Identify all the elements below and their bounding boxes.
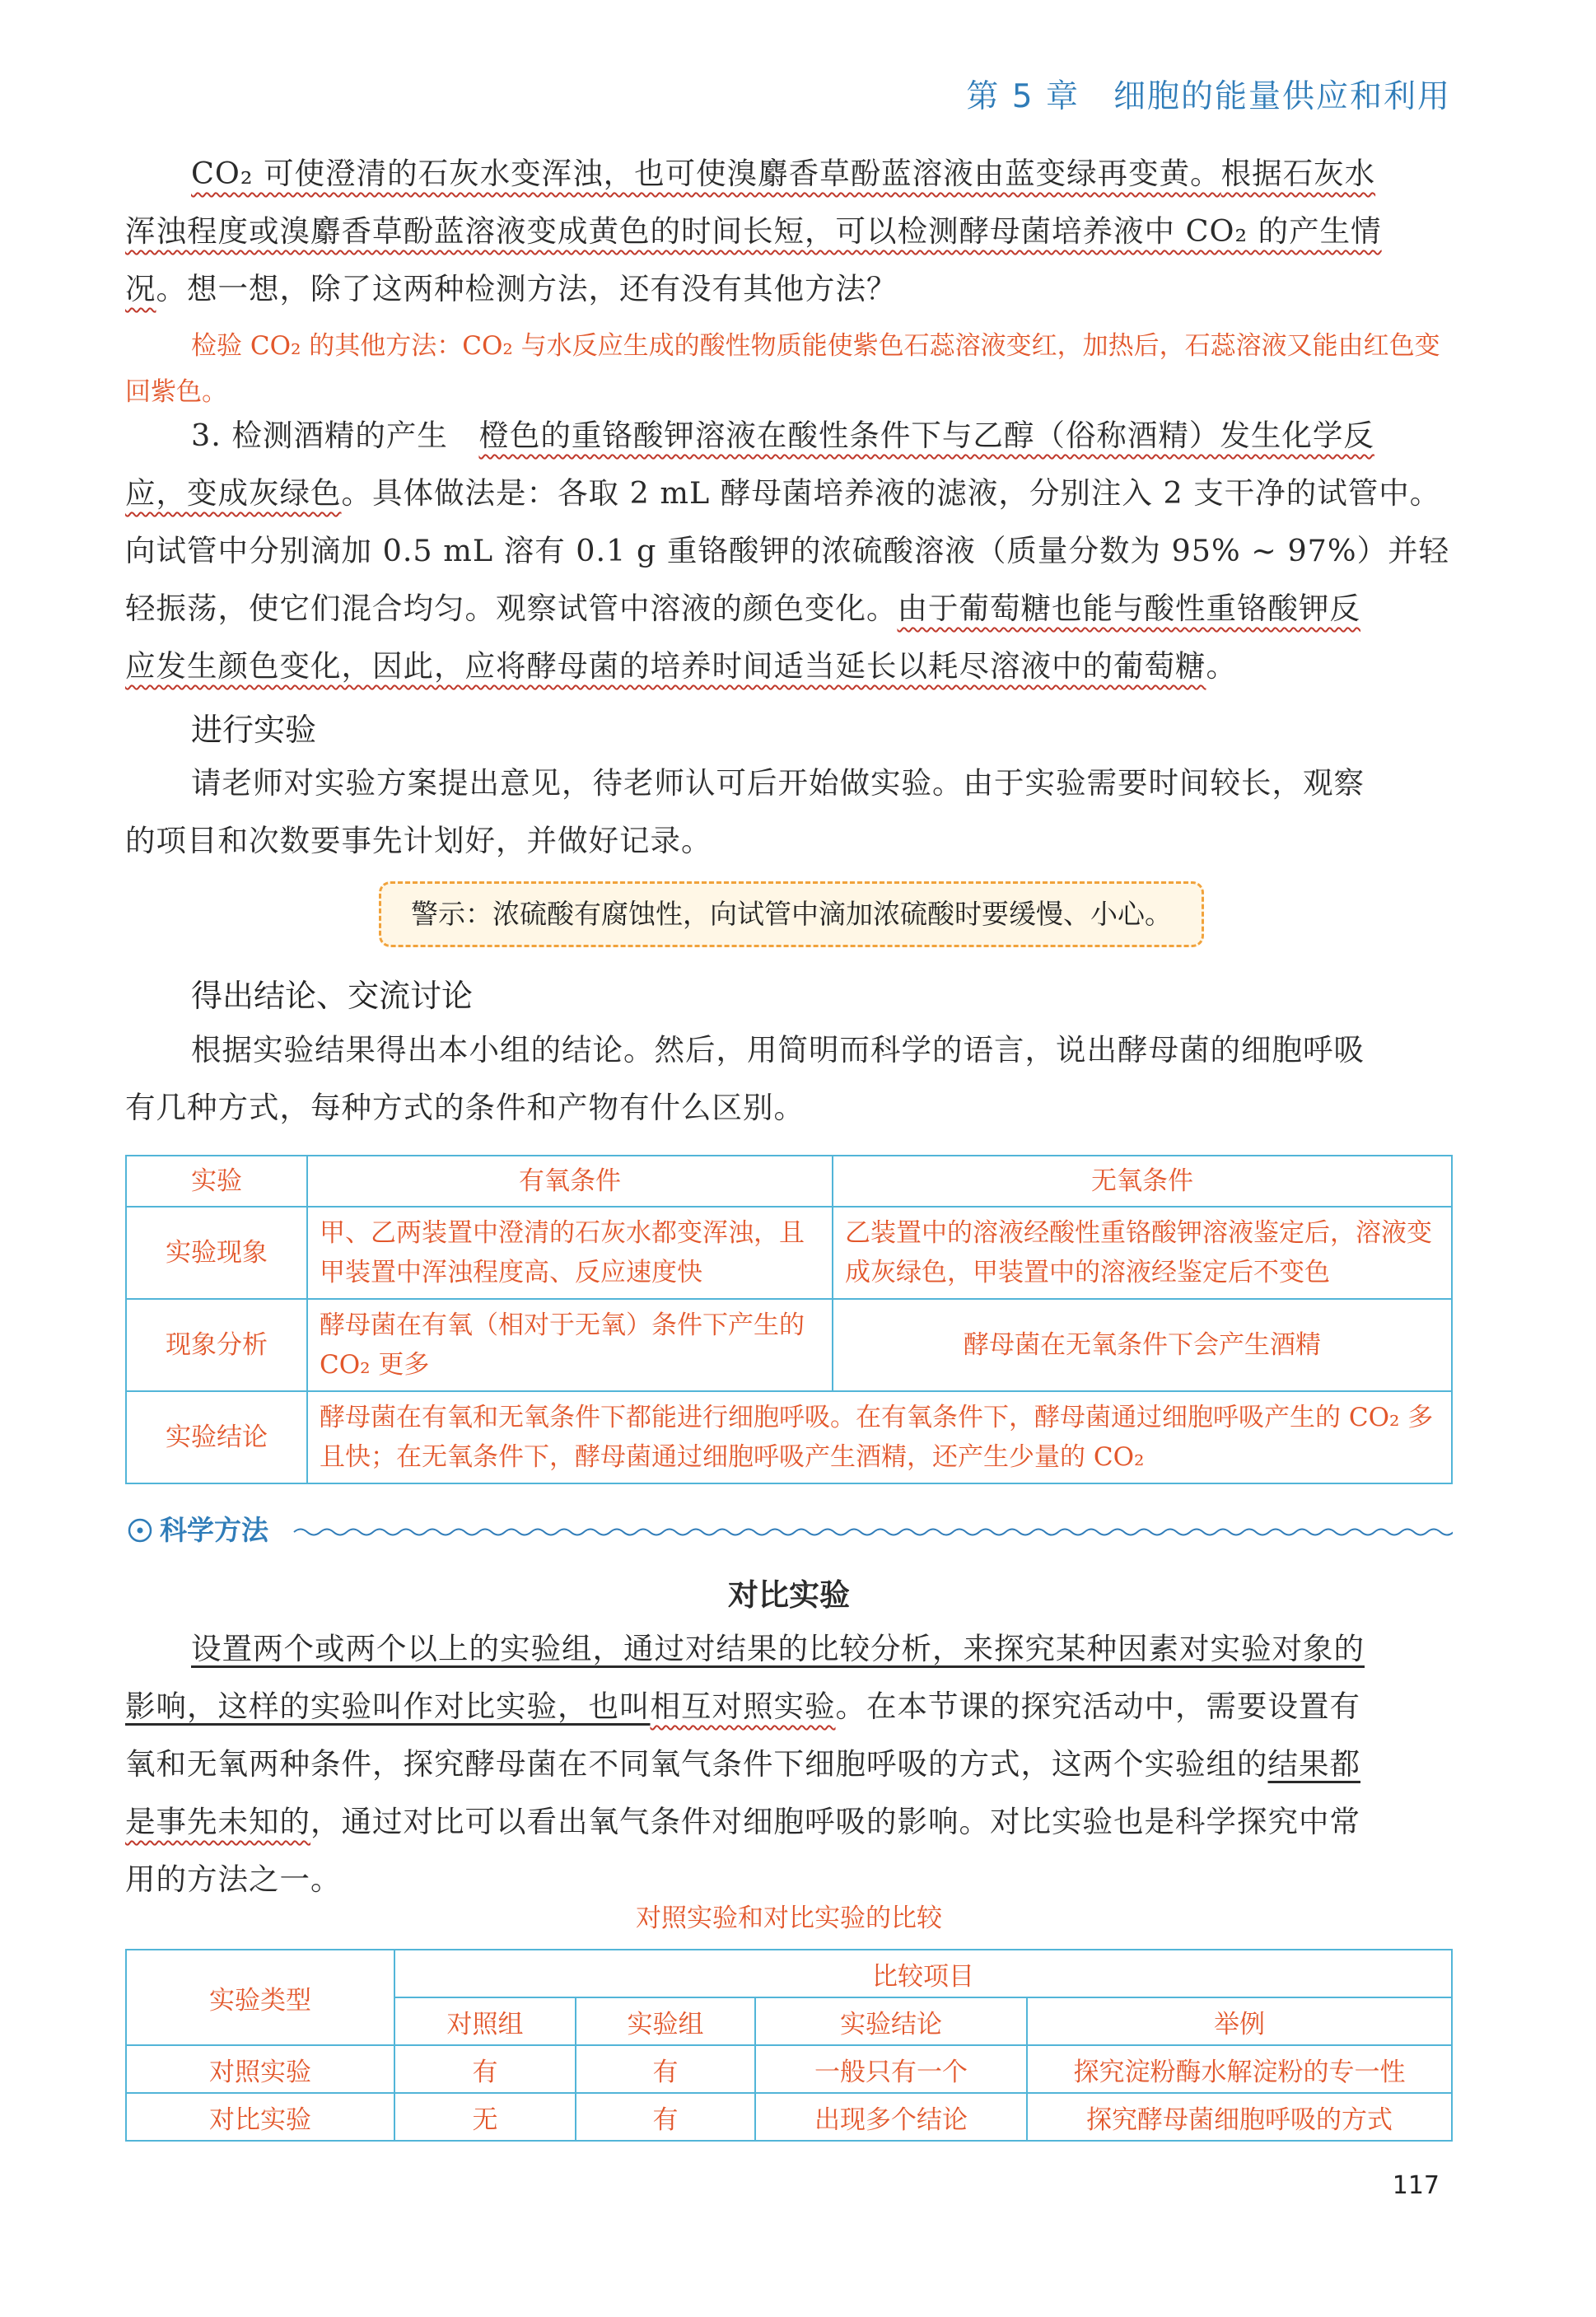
subheader-example: 举例	[1027, 1997, 1452, 2045]
cell: 无	[394, 2093, 576, 2141]
section-title-conduct: 进行实验	[191, 712, 317, 748]
cell: 探究酵母菌细胞呼吸的方式	[1027, 2093, 1452, 2141]
cell: 出现多个结论	[755, 2093, 1027, 2141]
row-type: 对比实验	[126, 2093, 394, 2141]
row-label: 现象分析	[126, 1299, 307, 1391]
answer-co2-method: 检验 CO₂ 的其他方法：CO₂ 与水反应生成的酸性物质能使紫色石蕊溶液变红，加热后，石蕊溶液又能由红色变回紫色。	[125, 331, 1440, 407]
cell: 一般只有一个	[755, 2045, 1027, 2093]
header-experiment: 实验	[126, 1156, 307, 1207]
table-row	[126, 1391, 1452, 1483]
cell-conclusion: 酵母菌在有氧和无氧条件下都能进行细胞呼吸。在有氧条件下，酵母菌通过细胞呼吸产生的 CO₂ 多且快；在无氧条件下，酵母菌通过细胞呼吸产生酒精，还产生少量的 CO₂	[307, 1391, 1452, 1483]
cell-aerobic: 甲、乙两装置中澄清的石灰水都变浑浊，且甲装置中浑浊程度高、反应速度快	[307, 1207, 833, 1299]
cell-aerobic: 酵母菌在有氧（相对于无氧）条件下产生的 CO₂ 更多	[307, 1299, 833, 1391]
cell-anaerobic: 酵母菌在无氧条件下会产生酒精	[833, 1299, 1452, 1391]
header-anaerobic: 无氧条件	[833, 1156, 1452, 1207]
science-method-decoration	[125, 1507, 1453, 1553]
wavy-divider	[294, 1530, 1453, 1535]
table-row	[126, 1299, 1452, 1391]
subheader-control: 对照组	[394, 1997, 576, 2045]
science-method-banner	[125, 1507, 1453, 1553]
section-title-conclusion: 得出结论、交流讨论	[191, 978, 474, 1014]
chapter-header: 第 5 章 细胞的能量供应和利用	[966, 78, 1451, 115]
row-label: 实验结论	[126, 1391, 307, 1483]
paragraph-co2-detection: CO₂ 可使澄清的石灰水变浑浊，也可使溴麝香草酚蓝溶液由蓝变绿再变黄。根据石灰水 浑浊程度或溴麝香草酚蓝溶液变成黄色的时间长短，可以检测酵母菌培养液中 CO₂ 的产生情 况。想一想，除了这两种检测方法，还有没有其他方法？	[125, 156, 1382, 306]
cell: 有	[394, 2045, 576, 2093]
results-table	[125, 1155, 1453, 1484]
header-group: 比较项目	[394, 1950, 1452, 1997]
paragraph-comparison-experiment: 设置两个或两个以上的实验组，通过对结果的比较分析，来探究某种因素对实验对象的 影响，这样的实验叫作对比实验，也叫相互对照实验。在本节课的探究活动中，需要设置有 氧和无氧两种条件，探究酵母菌在不同氧气条件下细胞呼吸的方式，这两个实验组的结果都 是事先未知的，通过对比可以看出氧气条件对细胞呼吸的影响。对比实验也是科学探究中常 用的方法之一。	[125, 1631, 1365, 1897]
cell: 探究淀粉酶水解淀粉的专一性	[1027, 2045, 1452, 2093]
subheader-conclusion: 实验结论	[755, 1997, 1027, 2045]
paragraph-alcohol-detection: 3. 检测酒精的产生 橙色的重铬酸钾溶液在酸性条件下与乙醇（俗称酒精）发生化学反 应，变成灰绿色。具体做法是：各取 2 mL 酵母菌培养液的滤液，分别注入 2 支干净的试管中。 向试管中分别滴加 0.5 mL 溶有 0.1 g 重铬酸钾的浓硫酸溶液（质量分数为 95% ~ 97%）并轻 轻振荡，使它们混合均匀。观察试管中溶液的颜色变化。由于葡萄糖也能与酸性重铬酸钾反 应发生颜色变化，因此，应将酵母菌的培养时间适当延长以耗尽溶液中的葡萄糖。	[125, 418, 1450, 684]
table-caption: 对照实验和对比实验的比较	[636, 1904, 942, 1933]
header-aerobic: 有氧条件	[307, 1156, 833, 1207]
table-row	[126, 1207, 1452, 1299]
table-header-row	[126, 1156, 1452, 1207]
target-dot-icon	[138, 1528, 143, 1534]
subheader-experimental: 实验组	[576, 1997, 755, 2045]
table-row	[126, 2093, 1452, 2141]
warning-box: 警示：浓硫酸有腐蚀性，向试管中滴加浓硫酸时要缓慢、小心。	[379, 881, 1204, 947]
row-type: 对照实验	[126, 2045, 394, 2093]
cell: 有	[576, 2045, 755, 2093]
table-row	[126, 2045, 1452, 2093]
table-header-row	[126, 1950, 1452, 1997]
page-number: 117	[1392, 2171, 1440, 2200]
row-label: 实验现象	[126, 1207, 307, 1299]
paragraph-conclusion: 根据实验结果得出本小组的结论。然后，用简明而科学的语言，说出酵母菌的细胞呼吸 有几种方式，每种方式的条件和产物有什么区别。	[125, 1032, 1365, 1125]
cell-anaerobic: 乙装置中的溶液经酸性重铬酸钾溶液鉴定后，溶液变成灰绿色，甲装置中的溶液经鉴定后不变色	[833, 1207, 1452, 1299]
header-type: 实验类型	[126, 1950, 394, 2045]
comparison-table	[125, 1949, 1453, 2142]
science-method-label: 科学方法	[160, 1514, 268, 1546]
paragraph-conduct: 请老师对实验方案提出意见，待老师认可后开始做实验。由于实验需要时间较长，观察 的项目和次数要事先计划好，并做好记录。	[125, 765, 1365, 858]
method-title: 对比实验	[728, 1577, 850, 1613]
cell: 有	[576, 2093, 755, 2141]
